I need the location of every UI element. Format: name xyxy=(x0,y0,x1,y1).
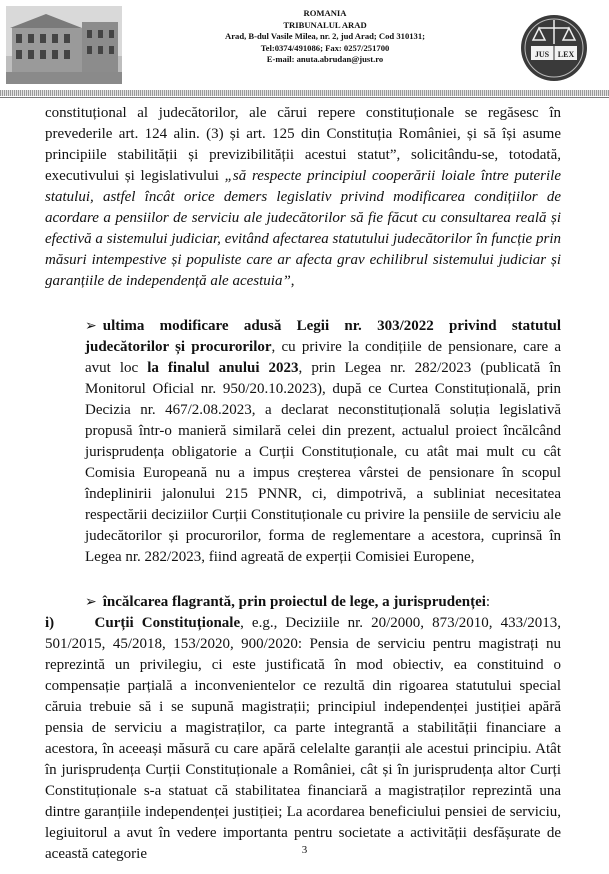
letterhead xyxy=(0,0,609,92)
courthouse-photo xyxy=(6,6,122,84)
paragraph-4-label: i) xyxy=(45,615,55,631)
paragraph-3-heading: încălcarea flagrantă, prin proiectul de lege, a jurisprudenței xyxy=(102,594,486,610)
bullet-arrow-icon: ➢ xyxy=(85,319,97,334)
jus-lex-emblem xyxy=(519,6,589,86)
paragraph-2 xyxy=(45,316,561,568)
emblem-lex-text: LEX xyxy=(557,50,575,59)
header-divider xyxy=(0,90,609,96)
emblem-jus-text: JUS xyxy=(534,50,550,59)
paragraph-2-text: ultima modificare adusă Legii nr. 303/2022 privind statutul judecătorilor și procurorilor, cu privire la condițiile de pensionare, care a avut loc la finalul anului 2023, prin Legea nr. 282/2023 (publicată în Monitorul Oficial nr. 950/20.10.2023), după ce Curtea Constituțională, prin Decizia nr. 467/2.08.2023, a declarat neconstituțională soluția legislativă propusă într-o manieră similară celei din prezent, actualul proiect încălcând jurisprudența obligatorie a Curții Constituționale, cu atât mai mult cu cât Comisia Europeană nu a impus creșterea vârstei de pensionare în scopul îndeplinirii jalonului 215 PNNR, ci, dimpotrivă, a subliniat necesitatea respectării deciziilor Curții Constituționale cu privire la pensiile de serviciu ale judecătorilor și procurorilor, forma de reglementare a acestora, cuprinsă în Legea nr. 282/2023, fiind agreată de experții Comisiei Europene, xyxy=(85,318,561,565)
court-name: TRIBUNALUL ARAD xyxy=(283,19,367,30)
page-number: 3 xyxy=(301,844,308,856)
court-email: E-mail: anuta.abrudan@just.ro xyxy=(266,54,384,64)
country-name: ROMANIA xyxy=(303,8,347,18)
paragraph-3-tail: : xyxy=(485,594,491,610)
paragraph-4 xyxy=(45,613,561,865)
bullet-arrow-icon: ➢ xyxy=(85,595,97,610)
court-phone: Tel:0374/491086; Fax: 0257/251700 xyxy=(260,42,390,53)
court-address: Arad, B-dul Vasile Milea, nr. 2, jud Arad; Cod 310131; xyxy=(225,31,425,41)
paragraph-3 xyxy=(45,592,561,613)
document-body xyxy=(45,103,561,865)
header-divider-line xyxy=(0,97,609,98)
paragraph-4-text: Curții Constituționale, e.g., Deciziile nr. 20/2000, 873/2010, 433/2013, 501/2015, 45/2018, 153/2020, 900/2020: Pensia de serviciu pentru magistrați nu reprezintă un privilegiu, ci este justificată în mod obiectiv, ea constituind o compensație parțială a inconvenientelor ce rezultă din rigoarea statutului special căruia trebuie să i se supună magistrații; principiul independenței justiției apără pensia de serviciu a magistraților, ca parte integrantă a stabilității financiare a acestora, în aceeași măsură cu care apără celelalte garanții ale acestui principiu. Atât în jurisprudența Curții Constituționale a României, cât și în jurisprudența altor Curți Constituționale s-a statuat că stabilitatea financiară a magistraților reprezintă una dintre garanțiile independenței justiției; La acordarea beneficiului pensiei de serviciu, legiuitorul a avut în vedere importanta pentru societate a activității desfășurate de această categorie xyxy=(45,615,561,862)
paragraph-1: constituțional al judecătorilor, ale cărui repere constituționale se regăsesc în prevederile art. 124 alin. (3) și art. 125 din Constituția României, și să își asume principiile stabilității și previzibilității acestui statut”, solicitându-se, totodată, executivului și legislativului „să respecte principiul cooperării loiale între puterile statului, astfel încât orice demers legislativ privind modificarea condițiilor de acordare a pensiilor de serviciu ale judecătorilor să fie făcut cu consultarea reală și efectivă a sistemului judiciar, evitând afectarea statutului judecătorilor în funcție prin măsuri intempestive și populiste care ar afecta grav echilibrul sistemului judiciar și garanțiile de independență ale acestuia”, xyxy=(45,105,561,289)
